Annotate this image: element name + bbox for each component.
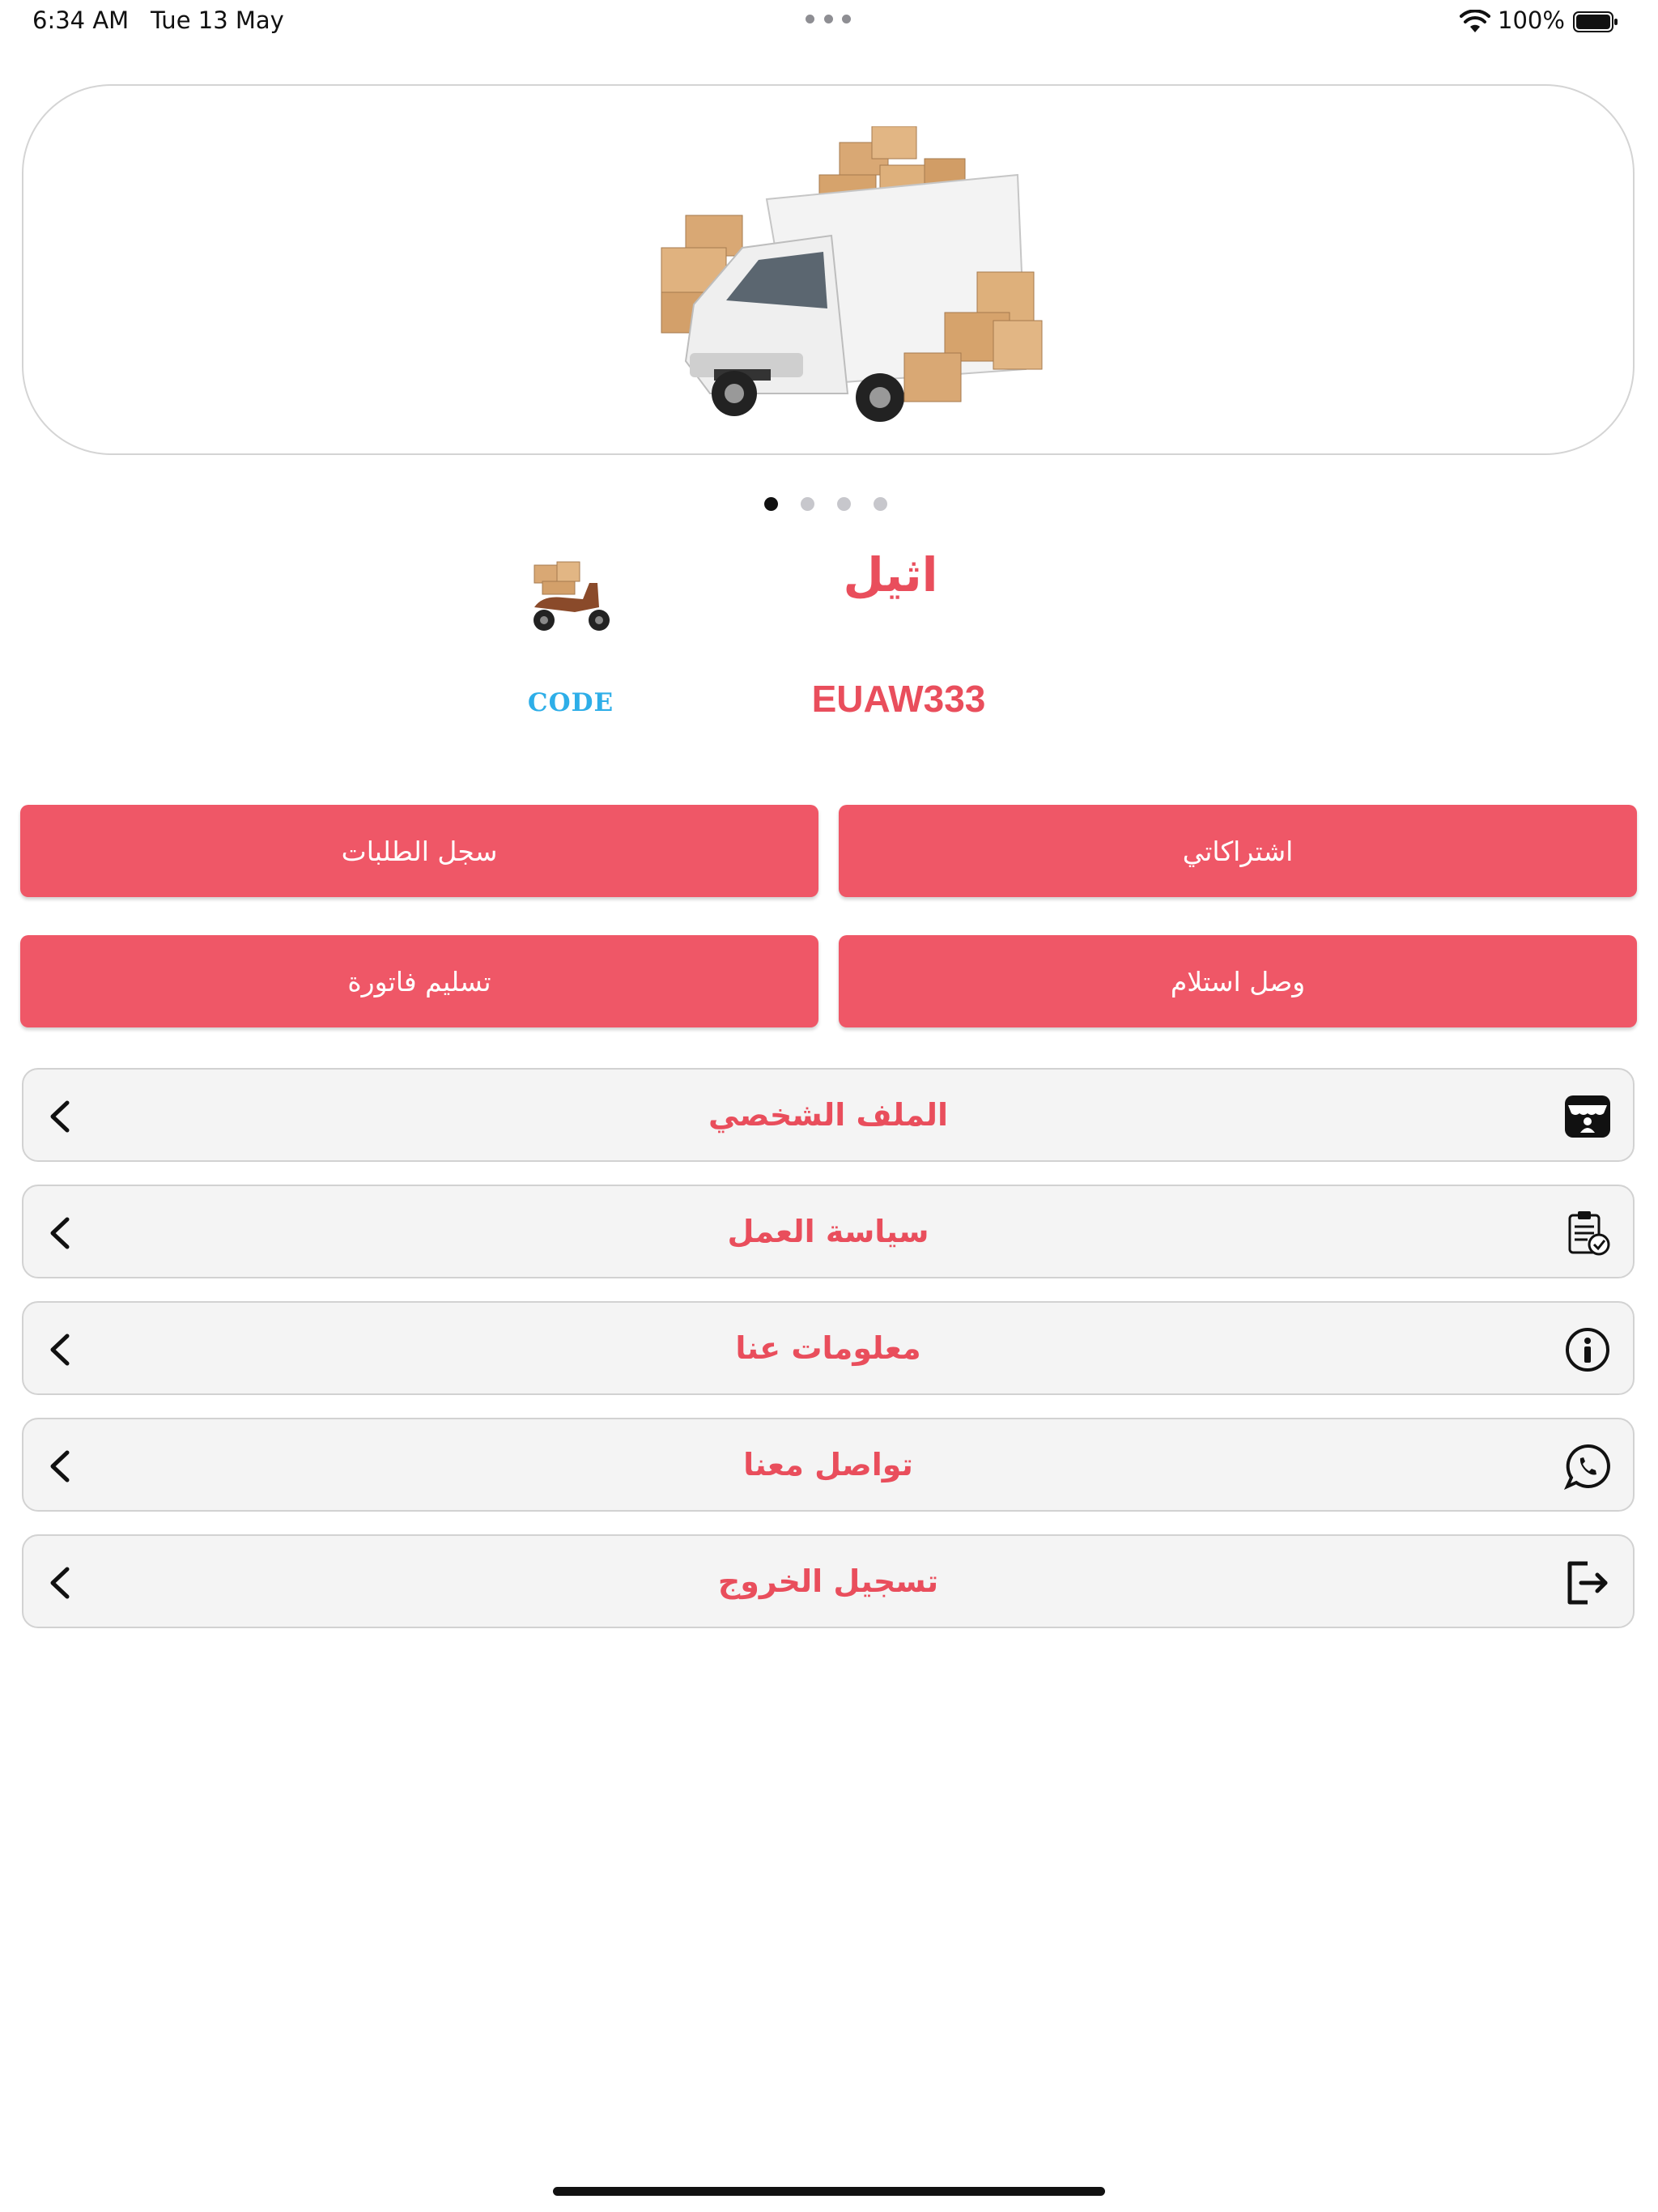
info-icon <box>1560 1322 1615 1377</box>
orders-history-button[interactable]: سجل الطلبات <box>20 805 818 897</box>
user-code: EUAW333 <box>811 678 986 720</box>
status-bar <box>0 0 1658 45</box>
user-name: اثيل <box>843 547 938 602</box>
chevron-left-icon <box>41 1096 82 1137</box>
battery-icon <box>1573 11 1618 32</box>
clipboard-check-icon <box>1560 1206 1615 1261</box>
chevron-left-icon <box>41 1213 82 1253</box>
logout-icon <box>1560 1555 1615 1610</box>
receipt-button[interactable]: وصل استلام <box>839 935 1637 1027</box>
menu-label: تسجيل الخروج <box>717 1563 939 1599</box>
delivery-truck-image <box>637 126 1058 426</box>
menu-row-contact-us[interactable] <box>22 1418 1635 1512</box>
multitasking-dots-icon[interactable] <box>806 15 851 26</box>
code-label: CODE <box>527 688 614 717</box>
chevron-left-icon <box>41 1563 82 1603</box>
menu-label: معلومات عنا <box>735 1330 921 1366</box>
whatsapp-icon <box>1560 1439 1615 1494</box>
menu-row-work-policy[interactable] <box>22 1185 1635 1278</box>
menu-row-logout[interactable] <box>22 1534 1635 1628</box>
page-dot-active[interactable] <box>764 497 778 511</box>
wifi-icon <box>1460 10 1490 34</box>
subscriptions-button[interactable]: اشتراكاتي <box>839 805 1637 897</box>
home-indicator[interactable] <box>553 2187 1105 2196</box>
status-date: Tue 13 May <box>151 6 284 34</box>
menu-label: الملف الشخصي <box>708 1097 949 1133</box>
page-dot[interactable] <box>837 497 851 511</box>
page-dot[interactable] <box>874 497 887 511</box>
menu-label: سياسة العمل <box>727 1214 929 1249</box>
carousel-page-indicator[interactable] <box>764 497 894 513</box>
battery-percentage: 100% <box>1498 6 1565 34</box>
store-profile-icon <box>1560 1089 1615 1144</box>
banner-carousel[interactable] <box>22 84 1635 455</box>
delivery-scooter-image <box>526 559 615 640</box>
deliver-invoice-button[interactable]: تسليم فاتورة <box>20 935 818 1027</box>
chevron-left-icon <box>41 1329 82 1370</box>
page-dot[interactable] <box>801 497 814 511</box>
chevron-left-icon <box>41 1446 82 1487</box>
menu-row-about-us[interactable] <box>22 1301 1635 1395</box>
menu-label: تواصل معنا <box>743 1447 913 1482</box>
status-time: 6:34 AM <box>32 6 130 34</box>
menu-row-profile[interactable] <box>22 1068 1635 1162</box>
